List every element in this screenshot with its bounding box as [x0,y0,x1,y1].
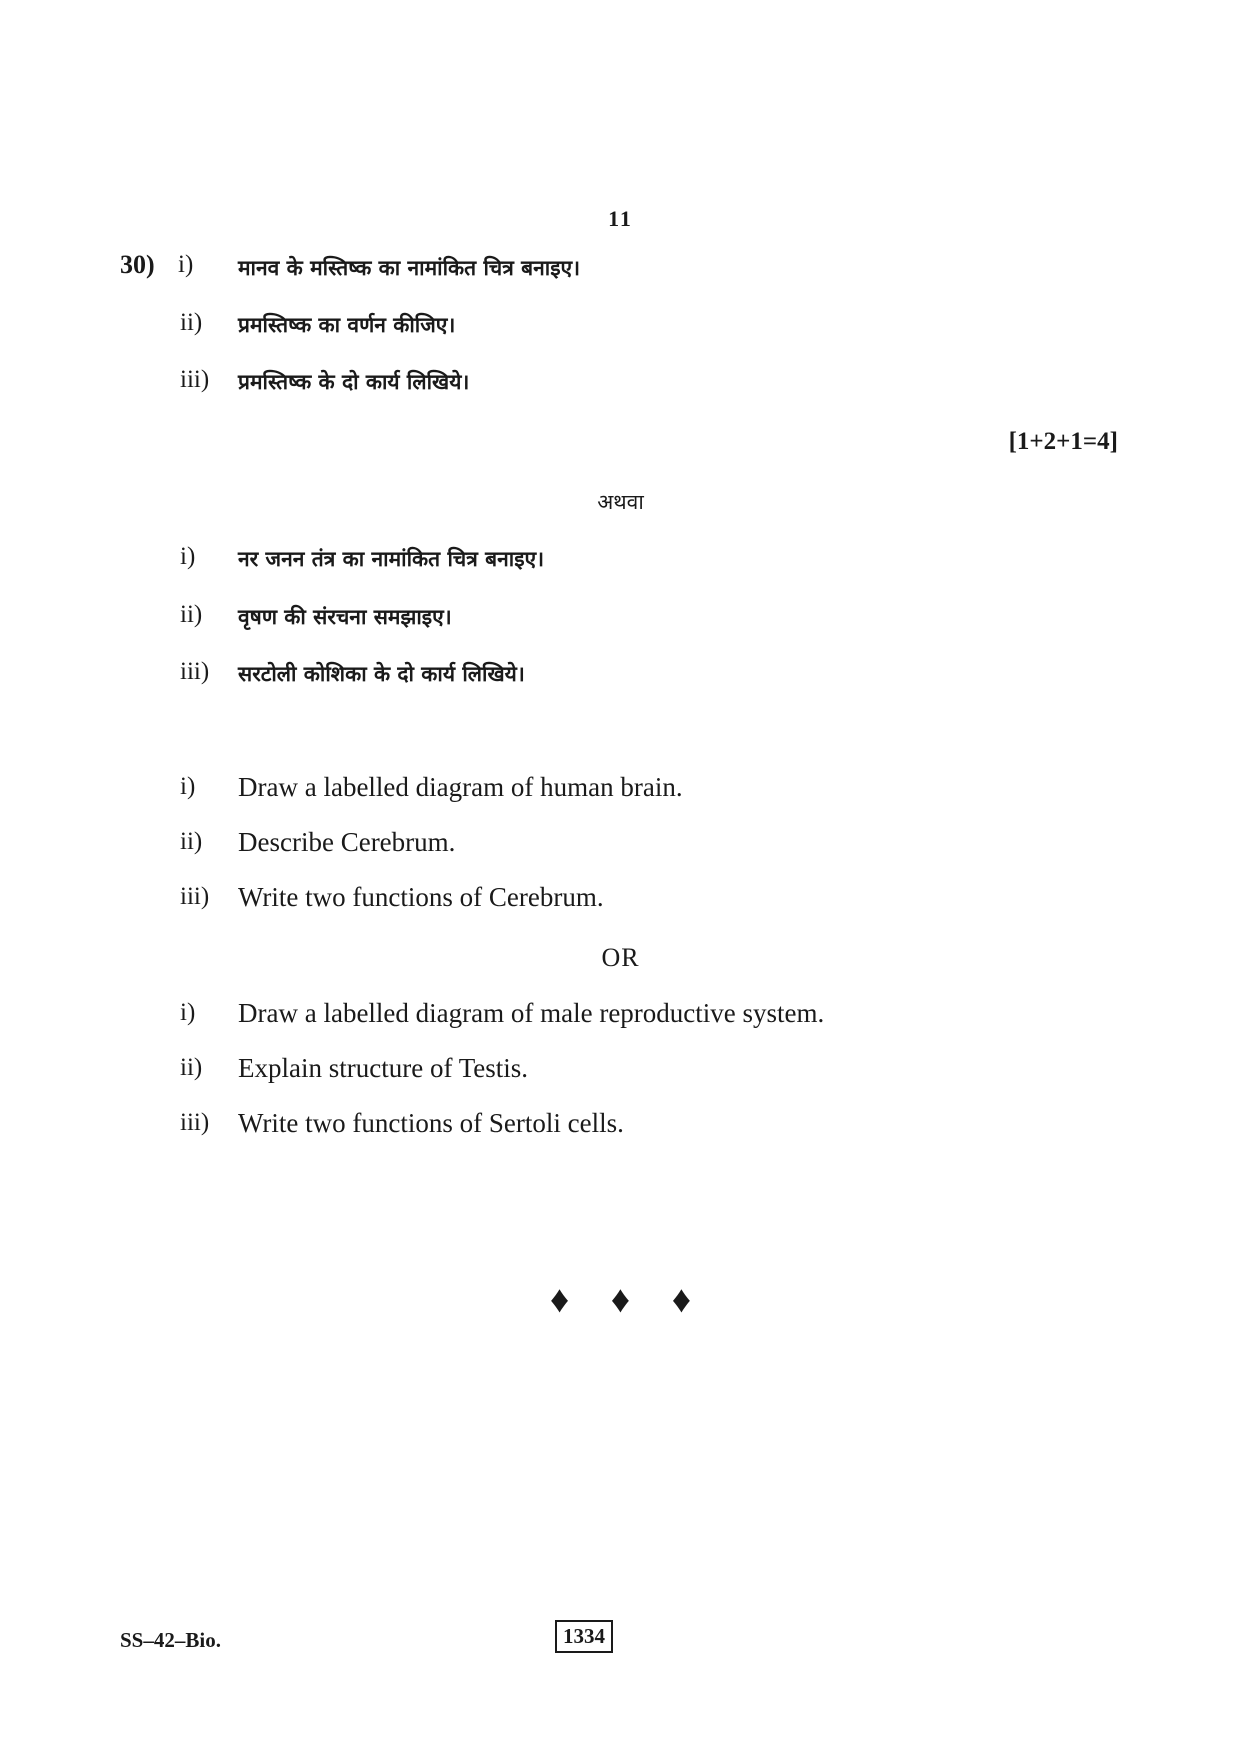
footer-box-number: 1334 [555,1620,613,1653]
english-main-item-1-num: i) [180,773,196,800]
english-alt-item-2-text: Explain structure of Testis. [238,1053,529,1083]
diamond-icon: ♦ [610,1279,631,1321]
english-main-item-3-text: Write two functions of Cerebrum. [238,882,604,912]
hindi-main-item-1-text: मानव के मस्तिष्क का नामांकित चित्र बनाइए। [238,256,581,280]
diamond-icon: ♦ [549,1279,570,1321]
hindi-alt-item-2-num: ii) [180,601,203,628]
english-alt-item-2-num: ii) [180,1054,203,1081]
hindi-main-item-3-text: प्रमस्तिष्क के दो कार्य लिखिये। [238,370,470,394]
hindi-alt-item-1-text: नर जनन तंत्र का नामांकित चित्र बनाइए। [238,547,545,571]
question-number: 30) [120,250,155,279]
english-alt-item-3-num: iii) [180,1109,210,1136]
english-main-item-2-text: Describe Cerebrum. [238,827,456,857]
page-number: 11 [608,206,633,231]
hindi-alt-item-3-text: सरटोली कोशिका के दो कार्य लिखिये। [238,662,525,686]
hindi-main-item-1-num: i) [178,251,194,278]
or-hindi: अथवा [597,490,644,514]
english-main-item-1-text: Draw a labelled diagram of human brain. [238,772,683,802]
english-main-item-2-num: ii) [180,828,203,855]
hindi-alt-item-3-num: iii) [180,658,210,685]
end-marker [0,1278,1241,1322]
marks: [1+2+1=4] [1008,428,1118,455]
hindi-alt-item-2-text: वृषण की संरचना समझाइए। [238,605,452,629]
english-alt-item-1-num: i) [180,999,196,1026]
footer-code: SS–42–Bio. [120,1628,221,1652]
english-main-item-3-num: iii) [180,883,210,910]
english-alt-item-3-text: Write two functions of Sertoli cells. [238,1108,624,1138]
english-alt-item-1-text: Draw a labelled diagram of male reproductive system. [238,998,825,1028]
or-english: OR [601,943,640,972]
hindi-main-item-3-num: iii) [180,366,210,393]
hindi-main-item-2-num: ii) [180,309,203,336]
hindi-alt-item-1-num: i) [180,543,196,570]
hindi-main-item-2-text: प्रमस्तिष्क का वर्णन कीजिए। [238,313,456,337]
diamond-icon: ♦ [671,1279,692,1321]
